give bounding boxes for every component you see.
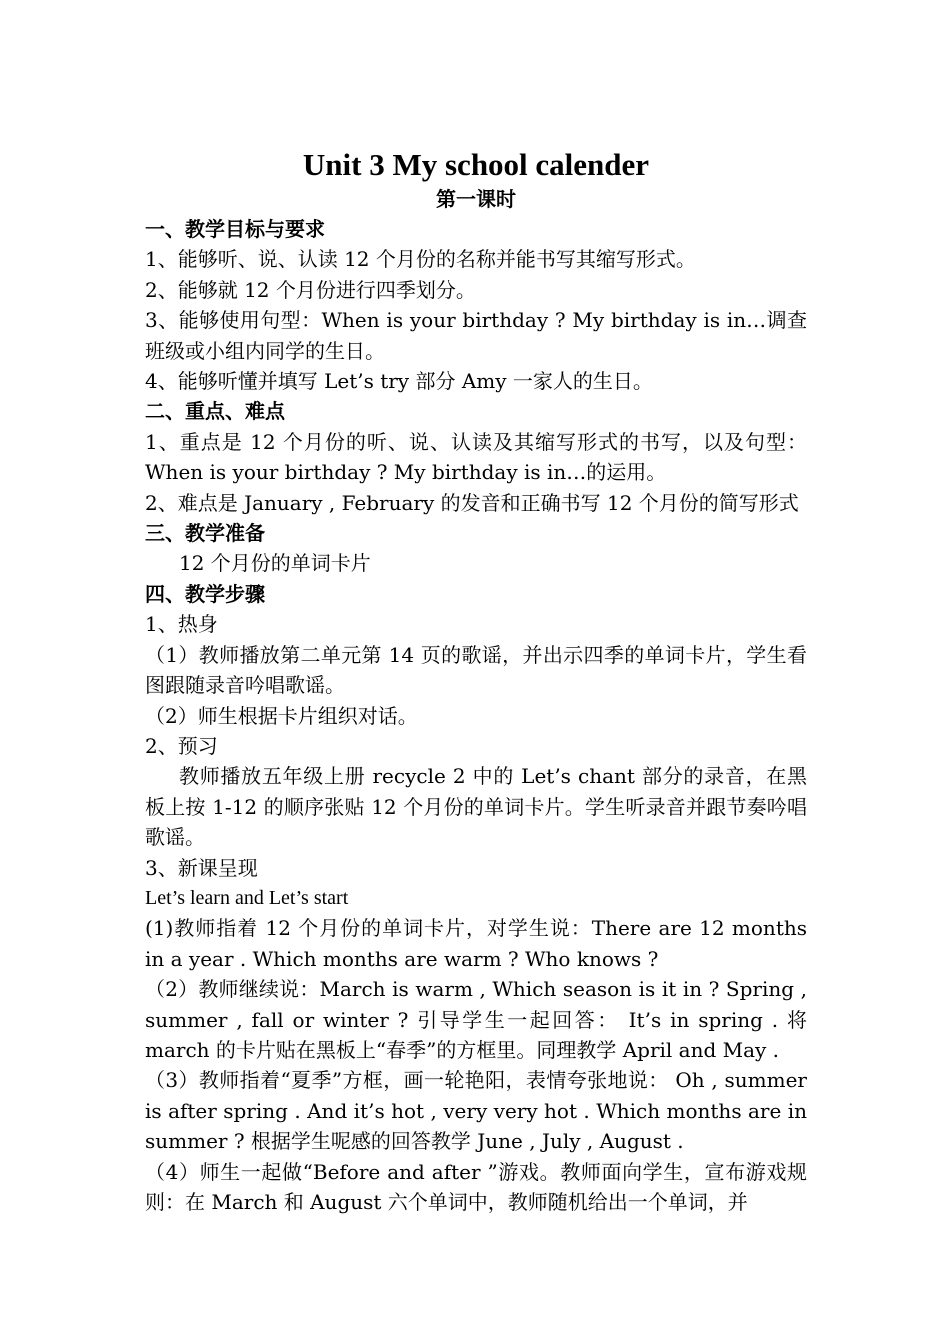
step-title: 1、热身 xyxy=(145,612,218,637)
step-paragraph: （2）教师继续说：March is warm , Which season is it in ? Spring , summer , fall or winter ? 引导学生一起回答： It’s in spring . 将 march 的卡片贴在黑板上“春季”的方框里。同理教学 April and May . xyxy=(145,977,807,1062)
goal-item: 2、能够就 12 个月份进行四季划分。 xyxy=(145,277,476,302)
step-paragraph: 教师播放五年级上册 recycle 2 中的 Let’s chant 部分的录音，在黑板上按 1-12 的顺序张贴 12 个月份的单词卡片。学生听录音并跟节奏吟唱歌谣。 xyxy=(145,764,807,850)
document-body xyxy=(145,140,807,1217)
step-title: 2、预习 xyxy=(145,733,218,758)
step-paragraph: （4）师生一起做“Before and after ”游戏。教师面向学生，宣布游戏规则：在 March 和 August 六个单词中，教师随机给出一个单词，并 xyxy=(145,1159,807,1214)
document-title: Unit 3 My school calender xyxy=(302,147,650,182)
step-paragraph: (1)教师指着 12 个月份的单词卡片，对学生说：There are 12 months in a year . Which months are warm ? Who knows ? xyxy=(145,916,807,971)
key-points-heading: 二、重点、难点 xyxy=(145,399,285,424)
goal-item: 3、能够使用句型：When is your birthday ? My birthday is in…调查班级或小组内同学的生日。 xyxy=(145,308,807,363)
steps-heading: 四、教学步骤 xyxy=(145,581,265,606)
step-paragraph: （3）教师指着“夏季”方框，画一轮艳阳，表情夸张地说： Oh , summer is after spring . And it’s hot , very very hot . Which months are in summer ? 根据学生呢感的回答教学 June , July , August . xyxy=(145,1068,807,1154)
step-paragraph: （1）教师播放第二单元第 14 页的歌谣，并出示四季的单词卡片，学生看图跟随录音吟唱歌谣。 xyxy=(145,642,807,698)
step-title: 3、新课呈现 xyxy=(145,855,258,880)
step-subtitle: Let’s learn and Let’s start xyxy=(145,886,349,909)
goal-item: 4、能够听懂并填写 Let’s try 部分 Amy 一家人的生日。 xyxy=(145,369,653,394)
key-point-item: 1、重点是 12 个月份的听、说、认读及其缩写形式的书写，以及句型：When is your birthday ? My birthday is in…的运用。 xyxy=(145,429,807,485)
key-point-item: 2、难点是 January , February 的发音和正确书写 12 个月份的简写形式 xyxy=(145,490,799,515)
goal-item: 1、能够听、说、认读 12 个月份的名称并能书写其缩写形式。 xyxy=(145,247,696,272)
preparation-heading: 三、教学准备 xyxy=(145,521,265,546)
step-paragraph: （2）师生根据卡片组织对话。 xyxy=(145,703,418,728)
preparation-text: 12 个月份的单词卡片 xyxy=(179,551,371,576)
lesson-subtitle: 第一课时 xyxy=(436,187,516,211)
goals-heading: 一、教学目标与要求 xyxy=(145,217,325,241)
